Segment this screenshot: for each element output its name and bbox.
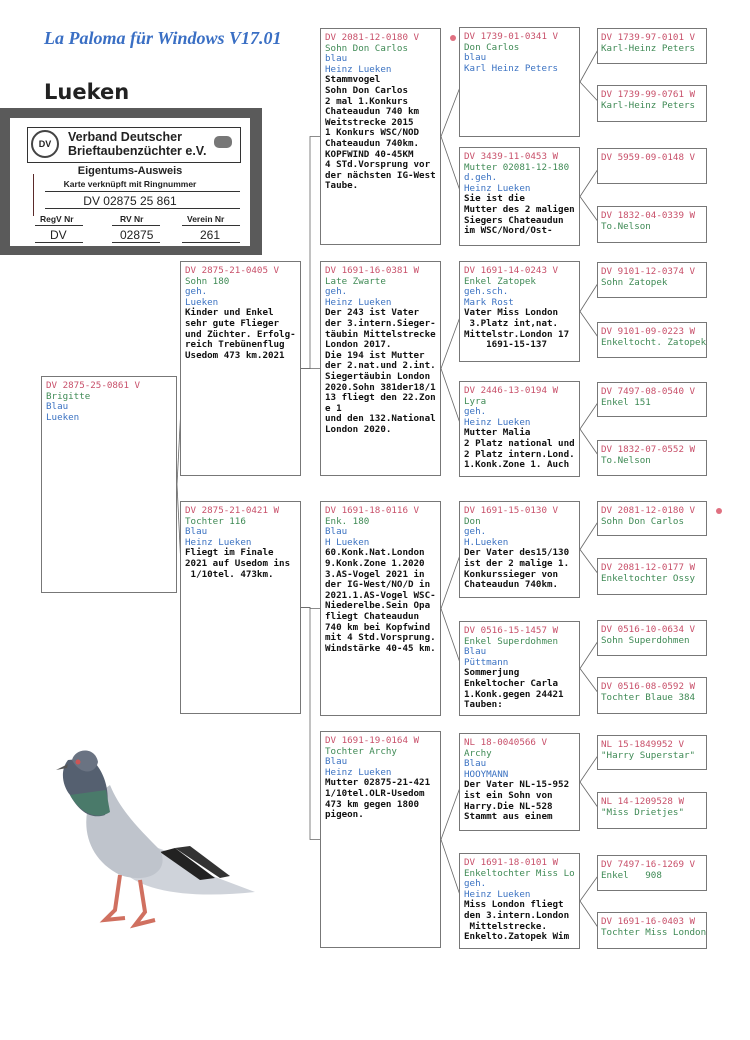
gg-grandparent-card[interactable]	[597, 322, 707, 358]
breeder-name: H.Lueken	[464, 536, 509, 548]
ring-number: DV 7497-16-1269 V	[601, 859, 696, 870]
breeder-name: Lueken	[185, 296, 219, 308]
grandparent-card[interactable]	[320, 261, 441, 476]
pigeon-notes: Fliegt im Finale 2021 auf Usedom ins 1/10tel. 473km.	[185, 547, 291, 580]
ring-number: DV 1691-15-0130 V	[464, 505, 559, 516]
gg-grandparent-card[interactable]	[597, 620, 707, 656]
pigeon-name: "Harry Superstar"	[601, 749, 696, 761]
pigeon-photo	[50, 740, 265, 940]
ring-number: DV 1739-01-0341 V	[464, 31, 559, 42]
breeder-name: Heinz Lueken	[325, 766, 392, 778]
pigeon-notes: Mutter Malia 2 Platz national und 2 Platz intern.Lond. 1.Konk.Zone 1. Auch	[464, 427, 575, 471]
ring-number: DV 2875-21-0421 W	[185, 505, 280, 516]
verein-label: Verein Nr	[187, 214, 225, 224]
breeder-name: Mark Rost	[464, 296, 514, 308]
ring-number: DV 2081-12-0180 V	[325, 32, 420, 43]
gg-grandparent-card[interactable]	[597, 677, 707, 714]
ring-number: DV 1691-18-0116 V	[325, 505, 420, 516]
regv-label: RegV Nr	[40, 214, 74, 224]
pigeon-name: Enkeltochter Miss Lo	[464, 867, 575, 879]
pigeon-color: geh.	[464, 526, 487, 538]
grandparent-card[interactable]	[320, 501, 441, 716]
ring-number: DV 2875-21-0405 V	[185, 265, 280, 276]
ring-number: DV 1691-14-0243 V	[464, 265, 559, 276]
pigeon-color: geh.	[464, 878, 487, 890]
pigeon-notes: Sie ist die Mutter des 2 maligen Siegers Chateaudun im WSC/Nord/Ost-	[464, 193, 575, 237]
pigeon-name: To.Nelson	[601, 454, 651, 466]
pigeon-name: Sohn Don Carlos	[601, 515, 684, 527]
pigeon-name: Mutter 02081-12-180	[464, 161, 570, 173]
pigeon-name: Sohn 180	[185, 275, 230, 287]
pigeon-color: Blau	[464, 758, 487, 770]
gg-grandparent-card[interactable]	[597, 792, 707, 829]
pigeon-name: Sohn Don Carlos	[325, 42, 408, 54]
pigeon-name: Karl-Heinz Peters	[601, 42, 696, 54]
breeder-name: Heinz Lueken	[464, 888, 531, 900]
regv-value: DV	[50, 228, 67, 242]
marker-dot-icon	[716, 508, 722, 514]
breeder-name: Karl Heinz Peters	[464, 62, 559, 74]
breeder-name: Püttmann	[464, 656, 509, 668]
pigeon-notes: Sommerjung Enkeltocher Carla 1.Konk.gegen 24421 Tauben:	[464, 667, 564, 711]
gg-grandparent-card[interactable]	[597, 262, 707, 298]
ring-number: DV 1739-97-0101 V	[601, 32, 696, 43]
pigeon-color: geh.	[325, 286, 348, 298]
gg-grandparent-card[interactable]	[597, 28, 707, 64]
ring-number: DV 2875-25-0861 V	[46, 380, 141, 391]
pigeon-notes: Kinder und Enkel sehr gute Flieger und Züchter. Erfolg- reich Trebünenflug Usedom 473 km.2021	[185, 307, 296, 361]
ring-number: DV 2081-12-0177 W	[601, 562, 696, 573]
rv-label: RV Nr	[120, 214, 144, 224]
ring-number: DV 7497-08-0540 V	[601, 386, 696, 397]
grandparent-card[interactable]	[320, 28, 441, 245]
gg-grandparent-card[interactable]	[597, 440, 707, 476]
org-line1: Verband Deutscher	[68, 130, 182, 144]
ring-number: DV 9101-09-0223 W	[601, 326, 696, 337]
breeder-name: Lueken	[46, 411, 80, 423]
ring-number: DV 2081-12-0180 V	[601, 505, 696, 516]
breeder-name: Heinz Lueken	[464, 182, 531, 194]
sire-card[interactable]	[180, 261, 301, 476]
pigeon-color: Blau	[46, 401, 69, 413]
ring-number: DV 5959-09-0148 V	[601, 152, 696, 163]
pigeon-name: Archy	[464, 747, 492, 759]
ring-number: DV 0516-08-0592 W	[601, 681, 696, 692]
grandparent-card[interactable]	[320, 731, 441, 948]
gg-grandparent-card[interactable]	[597, 382, 707, 417]
pigeon-color: Blau	[185, 526, 208, 538]
ring-number: DV 1832-07-0552 W	[601, 444, 696, 455]
ring-number: DV 9101-12-0374 V	[601, 266, 696, 277]
pigeon-name: Tochter Archy	[325, 745, 397, 757]
ring-number: NL 14-1209528 W	[601, 796, 684, 807]
pigeon-notes: Mutter 02875-21-421 1/10tel.OLR-Usedom 473 km gegen 1800 pigeon.	[325, 777, 431, 821]
breeder-name: Heinz Lueken	[325, 296, 392, 308]
pigeon-name: Tochter Blaue 384	[601, 691, 696, 703]
ring-number: DV 3439-11-0453 W	[464, 151, 559, 162]
verein-value: 261	[200, 228, 221, 242]
great-grandparent-card[interactable]	[459, 733, 580, 831]
gg-grandparent-card[interactable]	[597, 206, 707, 243]
dam-card[interactable]	[180, 501, 301, 714]
association-seal-icon: DV	[31, 130, 59, 158]
ring-number: DV 1739-99-0761 W	[601, 89, 696, 100]
org-line2: Brieftaubenzüchter e.V.	[68, 144, 207, 158]
pigeon-name: Enkeltocht. Zatopek	[601, 336, 707, 348]
pigeon-color: Blau	[325, 756, 348, 768]
gg-grandparent-card[interactable]	[597, 735, 707, 770]
pigeon-name: Late Zwarte	[325, 275, 386, 287]
ring-number: DV 0516-15-1457 W	[464, 625, 559, 636]
marker-dot-icon	[450, 35, 456, 41]
breeder-name: HOOYMANN	[464, 768, 509, 780]
pigeon-name: Don	[464, 515, 481, 527]
pigeon-notes: Stammvogel Sohn Don Carlos 2 mal 1.Konkurs Chateaudun 740 km Weitstrecke 2015 1 Konkurs WSC/NOD Chateaudun 740km. KOPFWIND 40-45KM 4 STd.Vorsprung vor der nächsten IG-West Taube.	[325, 74, 436, 192]
gg-grandparent-card[interactable]	[597, 912, 707, 949]
ring-number: NL 18-0040566 V	[464, 737, 547, 748]
ring-number: DV 1832-04-0339 W	[601, 210, 696, 221]
pigeon-name: Enkel 908	[601, 869, 662, 881]
pigeon-name: Enkel 151	[601, 396, 651, 408]
pigeon-name: Enk. 180	[325, 515, 370, 527]
pigeon-notes: Der Vater NL-15-952 ist ein Sohn von Harry.Die NL-528 Stammt aus einem	[464, 779, 570, 823]
gg-grandparent-card[interactable]	[597, 501, 707, 536]
pigeon-notes: Vater Miss London 3.Platz int,nat. Mittelstr.London 17 1691-15-137	[464, 307, 570, 351]
pigeon-name: Tochter 116	[185, 515, 246, 527]
connector-line	[301, 608, 320, 840]
breeder-name: Heinz Lueken	[185, 536, 252, 548]
pigeon-name: "Miss Drietjes"	[601, 806, 684, 818]
ring-number: DV 1691-18-0101 W	[464, 857, 559, 868]
ring-number: DV 1691-16-0381 W	[325, 265, 420, 276]
card-ring-number: DV 02875 25 861	[83, 194, 177, 208]
pigeon-name: Karl-Heinz Peters	[601, 99, 696, 111]
pigeon-name: Enkel Superdohmen	[464, 635, 559, 647]
pigeon-name: Enkel Zatopek	[464, 275, 536, 287]
gg-grandparent-card[interactable]	[597, 85, 707, 122]
pigeon-color: Blau	[325, 526, 348, 538]
ring-number: DV 2446-13-0194 W	[464, 385, 559, 396]
great-grandparent-card[interactable]	[459, 381, 580, 477]
great-grandparent-card[interactable]	[459, 501, 580, 598]
ring-number: DV 0516-10-0634 V	[601, 624, 696, 635]
pigeon-name: To.Nelson	[601, 220, 651, 232]
great-grandparent-card[interactable]	[459, 621, 580, 716]
ring-number: DV 1691-16-0403 W	[601, 916, 696, 927]
great-grandparent-card[interactable]	[459, 853, 580, 949]
connector-line	[301, 137, 320, 369]
pigeon-name: Enkeltochter Ossy	[601, 572, 696, 584]
gg-grandparent-card[interactable]	[597, 148, 707, 184]
pigeon-color: geh.	[185, 286, 208, 298]
pigeon-name: Brigitte	[46, 390, 91, 402]
great-grandparent-card[interactable]	[459, 261, 580, 362]
pigeon-color: geh.sch.	[464, 286, 509, 298]
subject-pigeon-card[interactable]	[41, 376, 177, 593]
pigeon-color: Blau	[464, 646, 487, 658]
pigeon-name: Sohn Zatopek	[601, 276, 668, 288]
pigeon-color: blau	[464, 52, 487, 64]
breeder-name: Heinz Lueken	[325, 63, 392, 75]
breeder-name: Heinz Lueken	[464, 416, 531, 428]
pigeon-color: geh.	[464, 406, 487, 418]
owner-name: Lueken	[44, 80, 130, 104]
card-title: Eigentums-Ausweis	[77, 165, 183, 177]
ring-number: DV 1691-19-0164 W	[325, 735, 420, 746]
breeder-name: H Lueken	[325, 536, 370, 548]
pigeon-name: Sohn Superdohmen	[601, 634, 690, 646]
pigeon-notes: Der Vater des15/130 ist der 2 malige 1. Konkurssieger von Chateaudun 740km.	[464, 547, 570, 591]
pigeon-color: d.geh.	[464, 172, 498, 184]
card-subtitle: Karte verknüpft mit Ringnummer	[63, 179, 197, 189]
pigeon-name: Lyra	[464, 395, 487, 407]
ring-number: NL 15-1849952 V	[601, 739, 684, 750]
app-logo: La Paloma für Windows V17.01	[44, 28, 282, 48]
pigeon-notes: 60.Konk.Nat.London 9.Konk.Zone 1.2020 3.AS-Vogel 2021 in der IG-West/NO/D in 2021.1.AS-Vogel WSC- Niederelbe.Sein Opa fliegt Chateaudun 740 km bei Kopfwind mit 4 Std.Vorsprung. Windstärke 40-45 km.	[325, 547, 436, 654]
pigeon-notes: Der 243 ist Vater der 3.intern.Sieger- täubin Mittelstrecke London 2017. Die 194 ist Mutter der 2.nat.und 2.int. Siegertäubin London 2020.Sohn 381der18/1 13 fliegt den 22.Zon e 1 und den 132.National London 2020.	[325, 307, 436, 435]
pigeon-name: Tochter Miss London	[601, 926, 707, 938]
pigeon-color: blau	[325, 53, 348, 65]
gg-grandparent-card[interactable]	[597, 855, 707, 891]
rv-value: 02875	[120, 228, 154, 242]
great-grandparent-card[interactable]	[459, 147, 580, 246]
pigeon-name: Don Carlos	[464, 41, 520, 53]
pigeon-notes: Miss London fliegt den 3.intern.London Mittelstrecke. Enkelto.Zatopek Wim	[464, 899, 570, 943]
great-grandparent-card[interactable]	[459, 27, 580, 137]
gg-grandparent-card[interactable]	[597, 558, 707, 595]
